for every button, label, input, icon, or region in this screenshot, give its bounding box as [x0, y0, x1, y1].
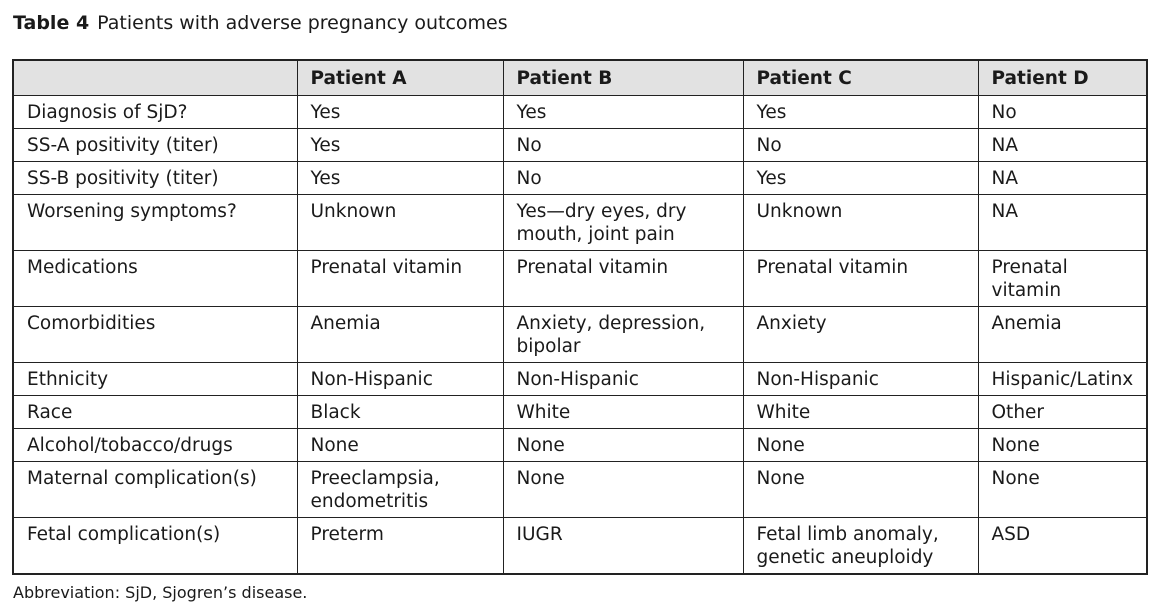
header-cell-patient-c: Patient C	[743, 60, 978, 96]
row-label: Comorbidities	[13, 307, 297, 363]
table-cell: Yes	[297, 129, 503, 162]
table-cell: NA	[978, 195, 1147, 251]
table-cell: No	[503, 162, 743, 195]
row-label: Fetal complication(s)	[13, 518, 297, 575]
table-cell: None	[743, 429, 978, 462]
table-cell: Yes	[743, 162, 978, 195]
table-row	[13, 518, 1147, 575]
patients-table	[12, 59, 1148, 575]
table-cell: Non-Hispanic	[743, 363, 978, 396]
table-cell: None	[297, 429, 503, 462]
table-footnote: Abbreviation: SjD, Sjogren’s disease.	[13, 583, 308, 602]
table-cell: Black	[297, 396, 503, 429]
table-row	[13, 396, 1147, 429]
table-cell: Yes—dry eyes, dry mouth, joint pain	[503, 195, 743, 251]
table-cell: Unknown	[743, 195, 978, 251]
table-caption	[13, 12, 508, 34]
table-cell: None	[503, 462, 743, 518]
table-row	[13, 363, 1147, 396]
row-label: SS-B positivity (titer)	[13, 162, 297, 195]
table-cell: NA	[978, 162, 1147, 195]
row-label: Race	[13, 396, 297, 429]
table-cell: None	[503, 429, 743, 462]
table-cell: None	[978, 462, 1147, 518]
table-cell: None	[978, 429, 1147, 462]
table-row	[13, 96, 1147, 129]
table-cell: Anxiety, depression, bipolar	[503, 307, 743, 363]
table-row	[13, 462, 1147, 518]
row-label: Medications	[13, 251, 297, 307]
table-cell: No	[978, 96, 1147, 129]
table-cell: Preeclampsia, endometritis	[297, 462, 503, 518]
row-label: Maternal complication(s)	[13, 462, 297, 518]
row-label: Diagnosis of SjD?	[13, 96, 297, 129]
table-cell: Prenatal vitamin	[978, 251, 1147, 307]
table-row	[13, 251, 1147, 307]
table-row	[13, 129, 1147, 162]
header-cell-patient-a: Patient A	[297, 60, 503, 96]
table-cell: Fetal limb anomaly, genetic aneuploidy	[743, 518, 978, 575]
header-cell-patient-d: Patient D	[978, 60, 1147, 96]
table-cell: ASD	[978, 518, 1147, 575]
table-cell: No	[503, 129, 743, 162]
table-cell: None	[743, 462, 978, 518]
table-number: Table 4	[13, 12, 90, 34]
table-title: Patients with adverse pregnancy outcomes	[97, 12, 508, 34]
header-row	[13, 60, 1147, 96]
table-cell: White	[743, 396, 978, 429]
table-cell: Unknown	[297, 195, 503, 251]
table-cell: No	[743, 129, 978, 162]
row-label: Ethnicity	[13, 363, 297, 396]
table-row	[13, 162, 1147, 195]
table-cell: IUGR	[503, 518, 743, 575]
header-cell-empty	[13, 60, 297, 96]
table-cell: Anemia	[978, 307, 1147, 363]
table-cell: NA	[978, 129, 1147, 162]
row-label: Alcohol/tobacco/drugs	[13, 429, 297, 462]
table-cell: Prenatal vitamin	[297, 251, 503, 307]
table-cell: Other	[978, 396, 1147, 429]
row-label: Worsening symptoms?	[13, 195, 297, 251]
table-cell: Yes	[297, 162, 503, 195]
table-cell: Anxiety	[743, 307, 978, 363]
header-cell-patient-b: Patient B	[503, 60, 743, 96]
table-row	[13, 195, 1147, 251]
table-cell: Yes	[297, 96, 503, 129]
table-cell: Yes	[503, 96, 743, 129]
table-cell: Non-Hispanic	[503, 363, 743, 396]
table-cell: Prenatal vitamin	[743, 251, 978, 307]
table-cell: White	[503, 396, 743, 429]
row-label: SS-A positivity (titer)	[13, 129, 297, 162]
table-row	[13, 307, 1147, 363]
table-row	[13, 429, 1147, 462]
table-cell: Prenatal vitamin	[503, 251, 743, 307]
table-cell: Non-Hispanic	[297, 363, 503, 396]
table-cell: Yes	[743, 96, 978, 129]
table-cell: Anemia	[297, 307, 503, 363]
table-cell: Hispanic/Latinx	[978, 363, 1147, 396]
table-cell: Preterm	[297, 518, 503, 575]
